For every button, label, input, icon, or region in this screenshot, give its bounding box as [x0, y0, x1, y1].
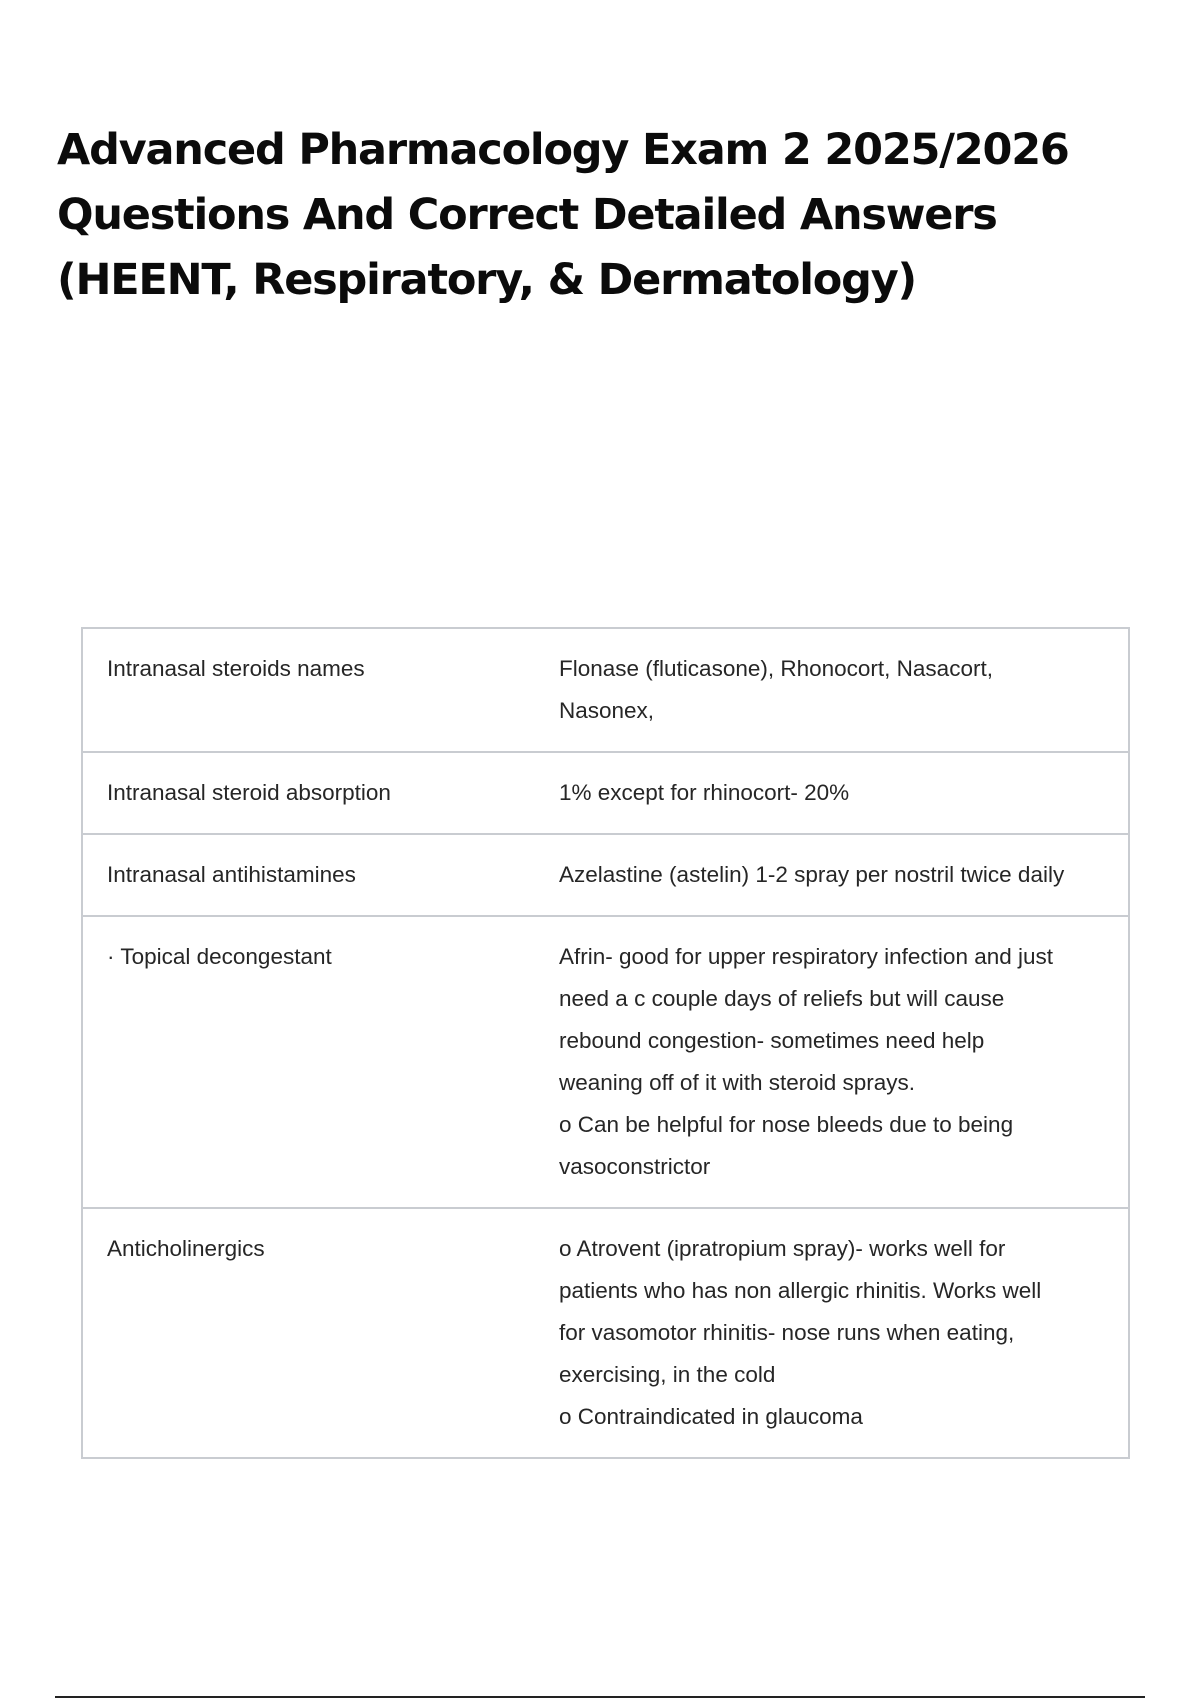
definition-cell: Flonase (fluticasone), Rhonocort, Nasacort, Nasonex, — [531, 628, 1129, 752]
table-row — [82, 752, 1129, 834]
term-cell: Intranasal steroid absorption — [82, 752, 531, 834]
table-row — [82, 834, 1129, 916]
page-title: Advanced Pharmacology Exam 2 2025/2026 Questions And Correct Detailed Answers (HEENT, Respiratory, & Dermatology) — [57, 125, 1069, 305]
term-cell: Intranasal antihistamines — [82, 834, 531, 916]
table-row — [82, 1208, 1129, 1458]
term-cell: · Topical decongestant — [82, 916, 531, 1208]
term-cell: Intranasal steroids names — [82, 628, 531, 752]
definition-cell: o Atrovent (ipratropium spray)- works well for patients who has non allergic rhinitis. Works well for vasomotor rhinitis- nose runs when eating, exercising, in the cold o Contraindicated in glaucoma — [531, 1208, 1129, 1458]
definition-cell: Azelastine (astelin) 1-2 spray per nostril twice daily — [531, 834, 1129, 916]
table-row — [82, 916, 1129, 1208]
table-row — [82, 628, 1129, 752]
term-cell: Anticholinergics — [82, 1208, 531, 1458]
definition-cell: Afrin- good for upper respiratory infection and just need a c couple days of reliefs but will cause rebound congestion- sometimes need help weaning off of it with steroid sprays. o Can be helpful for nose bleeds due to being vasoconstrictor — [531, 916, 1129, 1208]
qa-table — [81, 627, 1130, 1459]
definition-cell: 1% except for rhinocort- 20% — [531, 752, 1129, 834]
footer-divider — [55, 1696, 1145, 1698]
